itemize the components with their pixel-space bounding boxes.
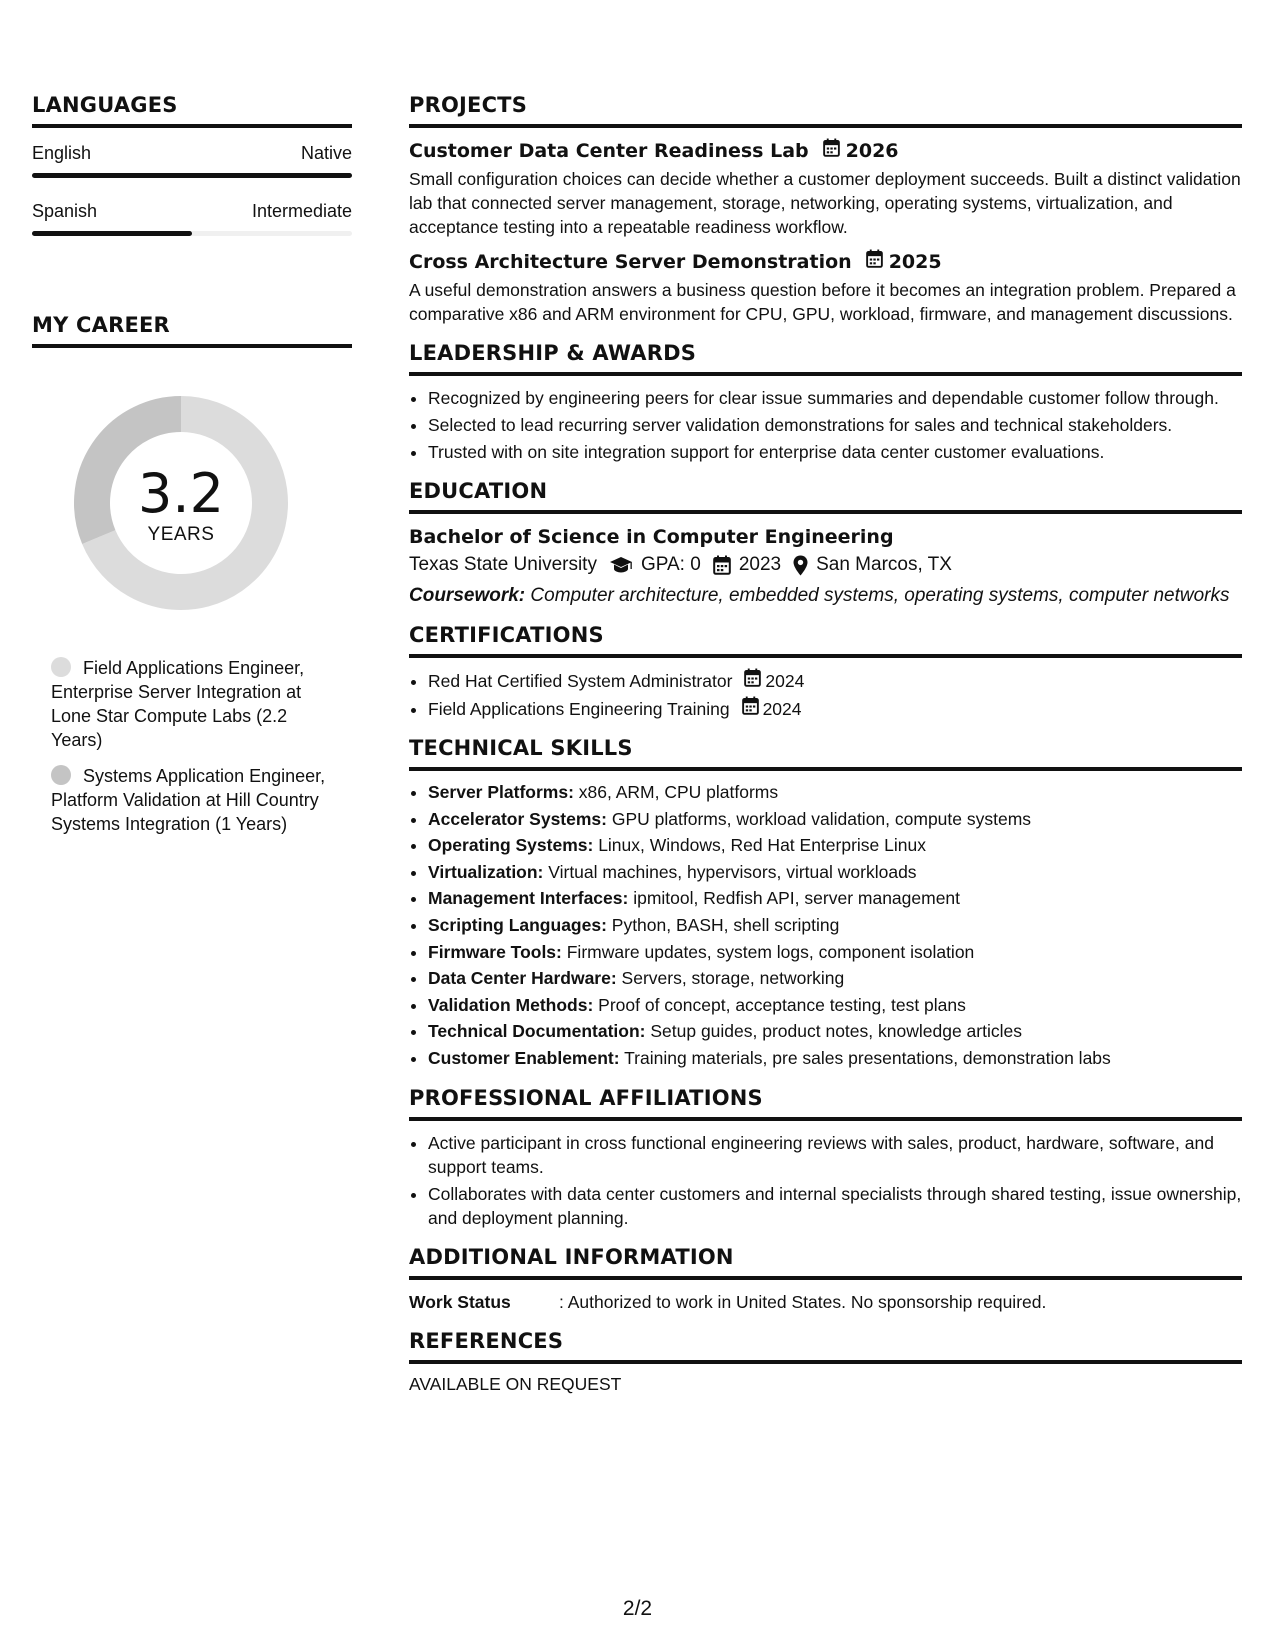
languages-section [32, 92, 352, 236]
projects-section [409, 92, 1242, 326]
education-meta [409, 550, 1242, 580]
references-title: REFERENCES [409, 1328, 1242, 1364]
language-level: Intermediate [251, 201, 352, 221]
calendar-icon [866, 249, 883, 275]
language-name: English [32, 143, 92, 163]
education-school: Texas State University [409, 554, 597, 575]
leadership-section [409, 340, 1242, 464]
affiliations-title: PROFESSIONAL AFFILIATIONS [409, 1085, 1242, 1121]
skill-value: Proof of concept, acceptance testing, test plans [593, 994, 966, 1015]
career-item-label: Field Applications Engineer, Enterprise Server Integration at Lone Star Compute Labs (2.2 Years) [51, 658, 305, 750]
list-item: • Active participant in cross functional engineering reviews with sales, product, hardware, software, and support teams. [428, 1131, 1242, 1179]
language-name: Spanish [32, 201, 98, 221]
education-year: 2023 [738, 554, 782, 575]
left-column [32, 92, 352, 848]
projects-list [409, 138, 1242, 326]
graduation-cap-icon [609, 556, 633, 574]
skill-label: Operating Systems: [428, 835, 594, 856]
skill-label: Virtualization: [428, 861, 544, 882]
skills-list [409, 781, 1242, 1071]
skill-item [428, 994, 1242, 1018]
donut-center [66, 388, 296, 618]
education-coursework [409, 584, 1242, 608]
list-item: • Selected to lead recurring server validation demonstrations for sales and technical stakeholders. [428, 413, 1242, 437]
skill-item [428, 941, 1242, 965]
skill-item [428, 834, 1242, 858]
skill-label: Data Center Hardware: [428, 968, 617, 989]
project-title [409, 138, 1242, 164]
project-year: 2026 [845, 140, 899, 162]
skill-item [428, 781, 1242, 805]
references-section [409, 1328, 1242, 1395]
work-status-value: : Authorized to work in United States. No sponsorship required. [559, 1291, 1047, 1312]
career-section [32, 312, 352, 836]
language-row [32, 142, 352, 164]
skill-item [428, 1047, 1242, 1071]
skill-item [428, 887, 1242, 911]
skill-value: Training materials, pre sales presentations, demonstration labs [619, 1047, 1111, 1068]
career-item-label: Systems Application Engineer, Platform Validation at Hill Country Systems Integration (1 Years) [51, 766, 326, 834]
list-item: • Collaborates with data center customers and internal specialists through shared testing, issue ownership, and deployment planning. [428, 1182, 1242, 1230]
certifications-section [409, 622, 1242, 721]
skill-value: Python, BASH, shell scripting [606, 914, 840, 935]
skills-title: TECHNICAL SKILLS [409, 735, 1242, 771]
skill-value: Virtual machines, hypervisors, virtual workloads [543, 861, 917, 882]
project-name: Customer Data Center Readiness Lab [409, 140, 809, 162]
career-donut [66, 388, 296, 618]
list-item: • Trusted with on site integration support for enterprise data center customer evaluations. [428, 440, 1242, 464]
project-name: Cross Architecture Server Demonstration [409, 251, 852, 273]
education-location: San Marcos, TX [816, 554, 952, 575]
certification-year: 2024 [762, 698, 802, 719]
certification-name: • Red Hat Certified System Administrator [428, 670, 733, 691]
skill-item [428, 967, 1242, 991]
skill-label: Scripting Languages: [428, 914, 607, 935]
references-text: AVAILABLE ON REQUEST [409, 1373, 622, 1394]
page-number: 2/2 [622, 1597, 653, 1620]
project-description: A useful demonstration answers a business question before it becomes an integration problem. Prepared a comparative x86 and ARM environment for CPU, GPU, workload, firmware, and management discussions. [409, 280, 1236, 324]
skill-item [428, 1020, 1242, 1044]
career-total-unit: YEARS [147, 524, 215, 545]
affiliations-section [409, 1085, 1242, 1230]
project-title [409, 249, 1242, 275]
skill-label: Management Interfaces: [428, 888, 629, 909]
work-status-label: Work Status [409, 1291, 511, 1312]
career-item [51, 764, 341, 836]
certification-row [428, 696, 802, 721]
additional-title: ADDITIONAL INFORMATION [409, 1244, 1242, 1280]
education-degree: Bachelor of Science in Computer Engineering [409, 526, 894, 548]
education-title: EDUCATION [409, 478, 1242, 514]
leadership-title: LEADERSHIP & AWARDS [409, 340, 1242, 376]
skills-section [409, 735, 1242, 1071]
language-bar [32, 231, 352, 236]
skill-value: x86, ARM, CPU platforms [573, 782, 779, 802]
skill-value: Servers, storage, networking [616, 968, 845, 989]
skill-label: Customer Enablement: [428, 1047, 620, 1068]
skill-value: Firmware updates, system logs, component isolation [561, 941, 975, 962]
leadership-list [409, 386, 1242, 464]
calendar-icon [742, 696, 759, 721]
legend-dot [51, 657, 71, 677]
coursework-label: Coursework: [409, 585, 526, 606]
calendar-icon [713, 555, 731, 575]
career-item [51, 656, 341, 752]
career-title: MY CAREER [32, 312, 352, 348]
skill-item [428, 808, 1242, 832]
career-legend [51, 656, 341, 836]
calendar-icon [823, 138, 840, 164]
language-bar-fill [32, 173, 352, 178]
map-pin-icon [793, 555, 808, 576]
language-bar [32, 173, 352, 178]
career-total-value: 3.2 [138, 462, 224, 525]
affiliations-list [409, 1131, 1242, 1230]
additional-section [409, 1244, 1242, 1314]
skill-label: Validation Methods: [428, 994, 594, 1015]
skill-item [428, 861, 1242, 885]
certification-row [428, 668, 804, 693]
certification-item [428, 668, 1242, 693]
project-description: Small configuration choices can decide whether a customer deployment succeeds. Built a distinct validation lab that connected server management, storage, networking, operating systems, virtualization, and acceptance testing into a repeatable readiness workflow. [409, 169, 1241, 237]
skill-label: Firmware Tools: [428, 941, 562, 962]
legend-dot [51, 765, 71, 785]
coursework-text: Computer architecture, embedded systems, operating systems, computer networks [525, 585, 1230, 606]
certification-year: 2024 [765, 670, 805, 691]
skill-label: Technical Documentation: [428, 1021, 646, 1042]
language-bar-fill [32, 231, 192, 236]
language-level: Native [300, 143, 352, 163]
certifications-list [409, 668, 1242, 721]
skill-value: GPU platforms, workload validation, compute systems [606, 808, 1032, 829]
skill-value: ipmitool, Redfish API, server management [628, 888, 961, 909]
education-gpa: GPA: 0 [640, 554, 701, 575]
skill-label: Server Platforms: [428, 782, 574, 802]
projects-title: PROJECTS [409, 92, 1242, 128]
list-item: • Recognized by engineering peers for clear issue summaries and dependable customer follow through. [428, 386, 1242, 410]
calendar-icon [744, 668, 761, 693]
project-year: 2025 [888, 251, 942, 273]
skill-value: Linux, Windows, Red Hat Enterprise Linux [593, 835, 926, 856]
language-row [32, 200, 352, 222]
right-column [409, 92, 1242, 1409]
languages-title: LANGUAGES [32, 92, 352, 128]
work-status-row [409, 1290, 1242, 1314]
certifications-title: CERTIFICATIONS [409, 622, 1242, 658]
skill-value: Setup guides, product notes, knowledge articles [645, 1021, 1022, 1042]
certification-item [428, 696, 1242, 721]
skill-label: Accelerator Systems: [428, 808, 607, 829]
skill-item [428, 914, 1242, 938]
languages-list [32, 142, 352, 236]
education-section [409, 478, 1242, 608]
certification-name: • Field Applications Engineering Training [428, 698, 730, 719]
